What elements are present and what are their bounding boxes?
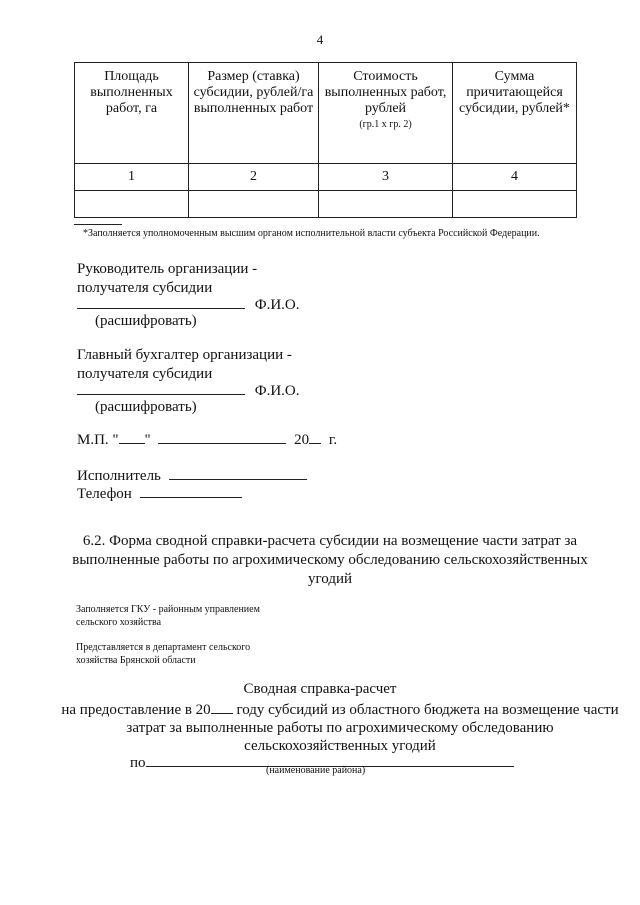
submitted-to-note: Представляется в департамент сельского хозяйства Брянской области [76,642,251,666]
phone-field[interactable] [140,483,242,498]
accountant-signature-row [77,380,300,400]
table-column-number: 4 [453,164,577,191]
table-row [75,191,577,218]
accountant-title-line1: Главный бухгалтер организации - [77,347,292,363]
table-row-numbers [75,164,577,191]
month-field[interactable] [158,429,286,444]
table-column-number: 2 [189,164,319,191]
table-column-number: 3 [319,164,453,191]
stamp-quote: " [144,432,151,448]
head-title-line2: получателя субсидии [77,280,213,296]
table-header-row [75,63,577,164]
filled-by-note: Заполняется ГКУ - районным управлением сельского хозяйства [76,604,260,628]
table-header-text: Стоимость выполненных работ, рублей [324,69,447,116]
certificate-text-rest: году субсидий из областного бюджета на возмещение части затрат за выполненные работы по агрохимическому обследованию сельскохозяйственных угодий [126,702,619,754]
executor-row [77,465,307,485]
phone-label: Телефон [77,486,132,502]
section-heading: 6.2. Форма сводной справки-расчета субсидии на возмещение части затрат за выполненные работы по агрохимическому обследованию сельскохозяйственных угодий [72,533,588,587]
table-cell[interactable] [319,191,453,218]
executor-label: Исполнитель [77,468,161,484]
stamp-date-row [77,429,337,449]
table-header-note: (гр.1 х гр. 2) [359,119,412,130]
table-header-cell: Сумма причитающейся субсидии, рублей* [453,63,577,164]
footnote-divider [74,224,122,225]
certificate-text [60,699,620,755]
accountant-decode-label: (расшифровать) [95,399,197,415]
table-cell[interactable] [189,191,319,218]
district-prefix: по [130,755,146,771]
accountant-fio-label: Ф.И.О. [254,383,300,399]
table-column-number: 1 [75,164,189,191]
table-cell[interactable] [75,191,189,218]
head-decode-label: (расшифровать) [95,313,197,329]
certificate-text-start: на предоставление в 20 [61,702,211,718]
year-suffix: г. [328,432,338,448]
footnote: *Заполняется уполномоченным высшим органом исполнительной власти субъекта Российской Федерации. [83,228,540,239]
certificate-title: Сводная справка-расчет [243,681,397,697]
district-caption: (наименование района) [266,765,366,776]
year-field[interactable] [309,429,321,444]
head-fio-label: Ф.И.О. [254,297,300,313]
head-signature-line[interactable] [77,294,245,309]
table-header-cell: Площадь выполненных работ, га [75,63,189,164]
table-cell[interactable] [453,191,577,218]
executor-field[interactable] [169,465,307,480]
head-title-line1: Руководитель организации - [77,261,258,277]
stamp-label: М.П. " [77,432,119,448]
day-field[interactable] [119,429,145,444]
year-prefix: 20 [294,432,310,448]
certificate-year-field[interactable] [211,699,233,714]
head-signature-row [77,294,300,314]
table-header-cell [319,63,453,164]
table-header-cell: Размер (ставка) субсидии, рублей/га выполненных работ [189,63,319,164]
phone-row [77,483,242,503]
subsidy-table [74,62,577,218]
page-number: 4 [316,32,324,47]
accountant-title-line2: получателя субсидии [77,366,213,382]
accountant-signature-line[interactable] [77,380,245,395]
